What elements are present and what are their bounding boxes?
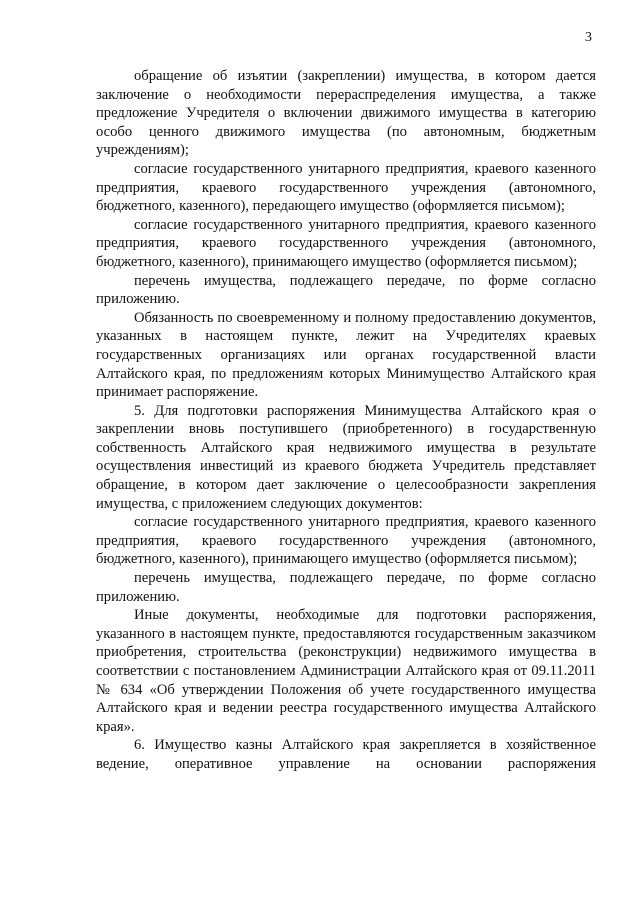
- paragraph-obligation: Обязанность по своевременному и полному предоставлению документов, указанных в настоящем пункте, лежит на Учредителях краевых государственных организациях или органах государственной власти Алтайского края, по предложениям которых Минимущество Алтайского края принимает распоряжение.: [96, 309, 596, 401]
- paragraph-consent-receiving: согласие государственного унитарного предприятия, краевого казенного предприятия, краевого государственного учреждения (автономного, бюджетного, казенного), принимающего имущество (оформляется письмом);: [96, 216, 596, 270]
- paragraph-property-list: перечень имущества, подлежащего передаче, по форме согласно приложению.: [96, 272, 596, 308]
- paragraph-clause-6: 6. Имущество казны Алтайского края закрепляется в хозяйственное ведение, оперативное управление на основании распоряжения: [96, 737, 596, 772]
- paragraph-appeal: обращение об изъятии (закреплении) имущества, в котором дается заключение о необходимости перераспределения имущества, а также предложение Учредителя о включении движимого имущества в категорию особо ценного движимого имущества (по автономным, бюджетным учреждениям);: [96, 68, 596, 159]
- paragraph-clause-5: 5. Для подготовки распоряжения Минимущества Алтайского края о закреплении вновь поступившего (приобретенного) в государственную собственность Алтайского края недвижимого имущества в результате осуществления инвестиций из краевого бюджета Учредитель представляет обращение, в котором дает заключение о целесообразности закрепления имущества, с приложением следующих документов:: [96, 402, 596, 512]
- document-body: [96, 67, 596, 774]
- paragraph-consent-receiving-2: согласие государственного унитарного предприятия, краевого казенного предприятия, краевого государственного учреждения (автономного, бюджетного, казенного), принимающего имущество (оформляется письмом);: [96, 514, 596, 568]
- paragraph-property-list-2: перечень имущества, подлежащего передаче, по форме согласно приложению.: [96, 570, 596, 605]
- paragraph-other-documents: Иные документы, необходимые для подготовки распоряжения, указанного в настоящем пункте, предоставляются государственным заказчиком приобретения, строительства (реконструкции) недвижимого имущества в соответствии с постановлением Администрации Алтайского края от 09.11.2011 № 634 «Об утверждении Положения об учете государственного имущества Алтайского края и ведении реестра государственного имущества Алтайского края».: [96, 607, 596, 735]
- page-number: 3: [585, 30, 592, 45]
- paragraph-consent-transferring: согласие государственного унитарного предприятия, краевого казенного предприятия, краевого государственного учреждения (автономного, бюджетного, казенного), передающего имущество (оформляется письмом);: [96, 160, 596, 215]
